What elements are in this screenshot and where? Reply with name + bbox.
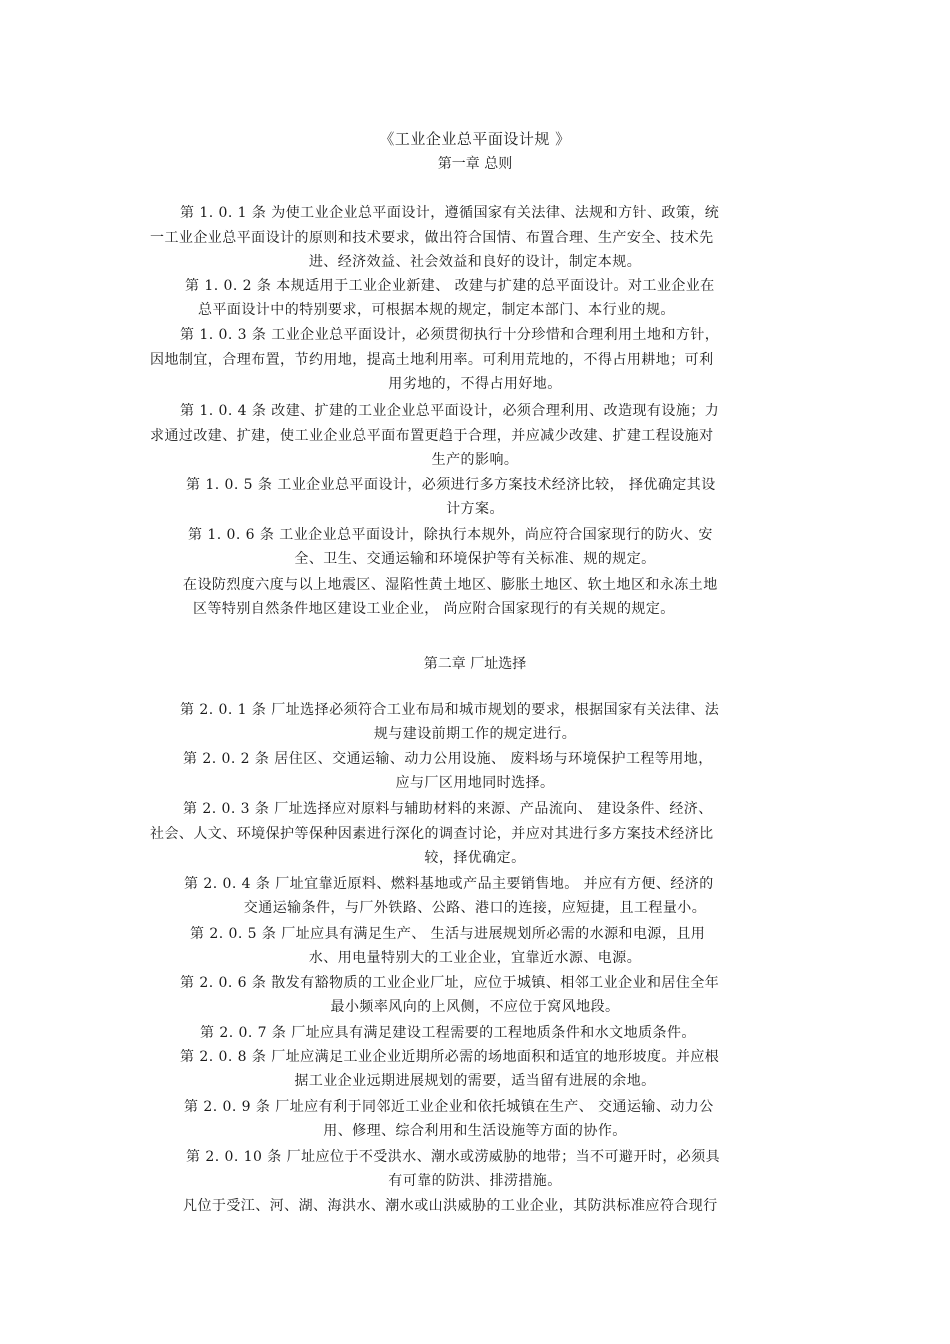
text-line: 总平面设计中的特别要求，可根据本规的规定，制定本部门、本行业的规。 <box>198 302 675 318</box>
text-line: 进、经济效益、社会效益和良好的设计，制定本规。 <box>308 254 642 270</box>
text-line: 第 1. 0. 5 条 工业企业总平面设计，必须进行多方案技术经济比较， 择优确定其设 <box>186 477 716 493</box>
chapter-heading-2: 第二章 厂址选择 <box>423 656 527 672</box>
text-line: 社会、人文、环境保护等保种因素进行深化的调查讨论，并应对其进行多方案技术经济比 <box>150 826 714 842</box>
chapter-heading-1: 第一章 总则 <box>437 156 513 172</box>
text-line: 第 1. 0. 6 条 工业企业总平面设计，除执行本规外，尚应符合国家现行的防火、安 <box>188 527 713 543</box>
text-line: 规与建设前期工作的规定进行。 <box>373 726 577 742</box>
text-line: 较，择优确定。 <box>424 850 526 866</box>
text-line: 第 2. 0. 4 条 厂址宜靠近原料、燃料基地或产品主要销售地。 并应有方便、经济的 <box>184 876 714 892</box>
text-line: 第 2. 0. 8 条 厂址应满足工业企业近期所必需的场地面积和适宜的地形坡度。并应根 <box>180 1049 720 1065</box>
text-line: 生产的影响。 <box>431 452 519 468</box>
text-line: 第 1. 0. 3 条 工业企业总平面设计，必须贯彻执行十分珍惜和合理利用土地和方针， <box>180 327 720 343</box>
text-line: 求通过改建、扩建，使工业企业总平面布置更趋于合理，并应减少改建、扩建工程设施对 <box>150 428 714 444</box>
text-line: 区等特别自然条件地区建设工业企业， 尚应附合国家现行的有关规的规定。 <box>193 601 675 617</box>
text-line: 第 2. 0. 6 条 散发有豁物质的工业企业厂址，应位于城镇、相邻工业企业和居住全年 <box>180 975 720 991</box>
text-line: 第 2. 0. 9 条 厂址应有利于同邻近工业企业和依托城镇在生产、 交通运输、动力公 <box>184 1099 714 1115</box>
text-line: 第 2. 0. 5 条 厂址应具有满足生产、 生活与进展规划所必需的水源和电源，且用 <box>190 926 706 942</box>
text-line: 第 1. 0. 2 条 本规适用于工业企业新建、 改建与扩建的总平面设计。对工业企业在 <box>185 278 715 294</box>
text-line: 第 2. 0. 1 条 厂址选择必须符合工业布局和城市规划的要求，根据国家有关法律、法 <box>180 702 720 718</box>
text-line: 全、卫生、交通运输和环境保护等有关标准、规的规定。 <box>294 551 656 567</box>
text-line: 凡位于受江、河、湖、海洪水、潮水或山洪威胁的工业企业，其防洪标准应符合现行 <box>183 1198 718 1214</box>
text-line: 用、修理、综合利用和生活设施等方面的协作。 <box>323 1123 627 1139</box>
text-line: 因地制宜，合理布置，节约用地，提高土地利用率。可利用荒地的，不得占用耕地；可利 <box>150 352 714 368</box>
text-line: 有可靠的防洪、排涝措施。 <box>388 1173 562 1189</box>
text-line: 第 2. 0. 10 条 厂址应位于不受洪水、潮水或涝威胁的地带；当不可避开时，必须具 <box>186 1149 721 1165</box>
text-line: 在设防烈度六度与以上地震区、湿陷性黄土地区、膨胀土地区、软土地区和永冻土地 <box>183 577 718 593</box>
document-title: 《工业企业总平面设计规 》 <box>379 130 571 148</box>
text-line: 水、用电量特别大的工业企业，宜靠近水源、电源。 <box>308 950 642 966</box>
text-line: 第 2. 0. 2 条 居住区、交通运输、动力公用设施、 废料场与环境保护工程等用地， <box>183 751 713 767</box>
text-line: 第 2. 0. 7 条 厂址应具有满足建设工程需要的工程地质条件和水文地质条件。 <box>200 1025 696 1041</box>
text-line: 第 1. 0. 4 条 改建、扩建的工业企业总平面设计，必须合理利用、改造现有设施；力 <box>180 403 720 419</box>
text-line: 一工业企业总平面设计的原则和技术要求，做出符合国情、布置合理、生产安全、技术先 <box>150 230 714 246</box>
text-line: 第 2. 0. 3 条 厂址选择应对原料与辅助材料的来源、产品流向、 建设条件、经济、 <box>183 801 713 817</box>
text-line: 第 1. 0. 1 条 为使工业企业总平面设计，遵循国家有关法律、法规和方针、政策，统 <box>180 205 720 221</box>
text-line: 最小频率风向的上风侧，不应位于窝风地段。 <box>330 999 620 1015</box>
text-line: 用劣地的，不得占用好地。 <box>388 376 562 392</box>
text-line: 据工业企业远期进展规划的需要，适当留有进展的余地。 <box>294 1073 656 1089</box>
text-line: 交通运输条件，与厂外铁路、公路、港口的连接，应短捷，且工程量小。 <box>243 900 707 916</box>
text-line: 计方案。 <box>446 501 504 517</box>
text-line: 应与厂区用地同时选择。 <box>395 775 555 791</box>
